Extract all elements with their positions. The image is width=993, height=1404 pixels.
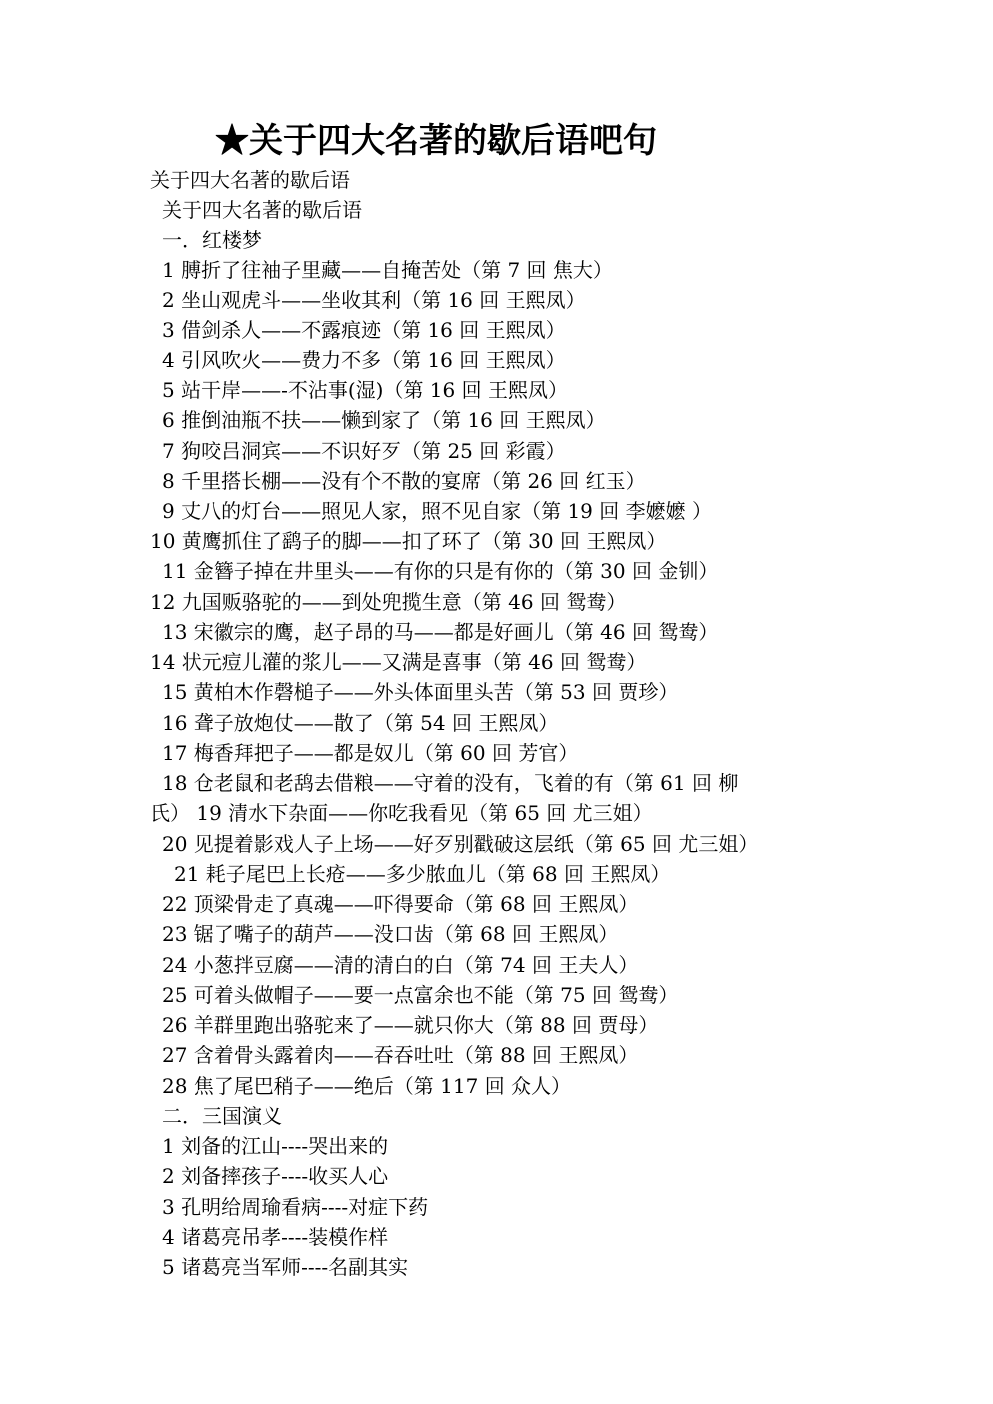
list-item: 25 可着头做帽子——要一点富余也不能（第 75 回 鸳鸯） (162, 983, 679, 1007)
list-item: 22 顶梁骨走了真魂——吓得要命（第 68 回 王熙凤） (162, 892, 639, 916)
list-item: 2 刘备摔孩子----收买人心 (162, 1164, 389, 1188)
list-item: 10 黄鹰抓住了鹞子的脚——扣了环了（第 30 回 王熙凤） (150, 529, 667, 553)
list-item: 14 状元痘儿灌的浆儿——又满是喜事（第 46 回 鸳鸯） (150, 650, 647, 674)
section-heading: 一．红楼梦 (162, 228, 262, 252)
list-item: 17 梅香拜把子——都是奴儿（第 60 回 芳官） (162, 741, 579, 765)
list-item: 氏） 19 清水下杂面——你吃我看见（第 65 回 尤三姐） (150, 801, 653, 825)
list-item: 5 站干岸——-不沾事(湿)（第 16 回 王熙凤） (162, 378, 568, 402)
list-item: 6 推倒油瓶不扶——懒到家了（第 16 回 王熙凤） (162, 408, 606, 432)
list-item: 18 仓老鼠和老鸹去借粮——守着的没有，飞着的有（第 61 回 柳 (162, 771, 739, 795)
subtitle-line: 关于四大名著的歇后语 (162, 198, 362, 222)
list-item: 4 诸葛亮吊孝----装模作样 (162, 1225, 389, 1249)
subtitle-line: 关于四大名著的歇后语 (150, 168, 350, 192)
section-heading: 二．三国演义 (162, 1104, 282, 1128)
list-item: 5 诸葛亮当军师----名副其实 (162, 1255, 409, 1279)
list-item: 23 锯了嘴子的葫芦——没口齿（第 68 回 王熙凤） (162, 922, 619, 946)
list-item: 4 引风吹火——费力不多（第 16 回 王熙凤） (162, 348, 566, 372)
list-item: 27 含着骨头露着肉——吞吞吐吐（第 88 回 王熙凤） (162, 1043, 639, 1067)
list-item: 21 耗子尾巴上长疮——多少脓血儿（第 68 回 王熙凤） (174, 862, 671, 886)
list-item: 28 焦了尾巴稍子——绝后（第 117 回 众人） (162, 1074, 572, 1098)
list-item: 2 坐山观虎斗——坐收其利（第 16 回 王熙凤） (162, 288, 586, 312)
list-item: 9 丈八的灯台——照见人家，照不见自家（第 19 回 李嬷嬷 ） (162, 499, 712, 523)
list-item: 26 羊群里跑出骆驼来了——就只你大（第 88 回 贾母） (162, 1013, 659, 1037)
list-item: 15 黄柏木作磬槌子——外头体面里头苦（第 53 回 贾珍） (162, 680, 679, 704)
list-item: 20 见提着影戏人子上场——好歹别戳破这层纸（第 65 回 尤三姐） (162, 832, 759, 856)
list-item: 13 宋徽宗的鹰，赵子昂的马——都是好画儿（第 46 回 鸳鸯） (162, 620, 719, 644)
list-item: 3 孔明给周瑜看病----对症下药 (162, 1195, 429, 1219)
list-item: 12 九国贩骆驼的——到处兜揽生意（第 46 回 鸳鸯） (150, 590, 627, 614)
list-item: 8 千里搭长棚——没有个不散的宴席（第 26 回 红玉） (162, 469, 646, 493)
list-item: 1 膊折了往袖子里藏——自掩苦处（第 7 回 焦大） (162, 258, 613, 282)
list-item: 1 刘备的江山----哭出来的 (162, 1134, 389, 1158)
list-item: 3 借剑杀人——不露痕迹（第 16 回 王熙凤） (162, 318, 566, 342)
list-item: 7 狗咬吕洞宾——不识好歹（第 25 回 彩霞） (162, 439, 566, 463)
list-item: 24 小葱拌豆腐——清的清白的白（第 74 回 王夫人） (162, 953, 639, 977)
document-title: ★关于四大名著的歇后语吧句 (215, 121, 657, 161)
list-item: 16 聋子放炮仗——散了（第 54 回 王熙凤） (162, 711, 559, 735)
list-item: 11 金簪子掉在井里头——有你的只是有你的（第 30 回 金钏） (162, 559, 719, 583)
